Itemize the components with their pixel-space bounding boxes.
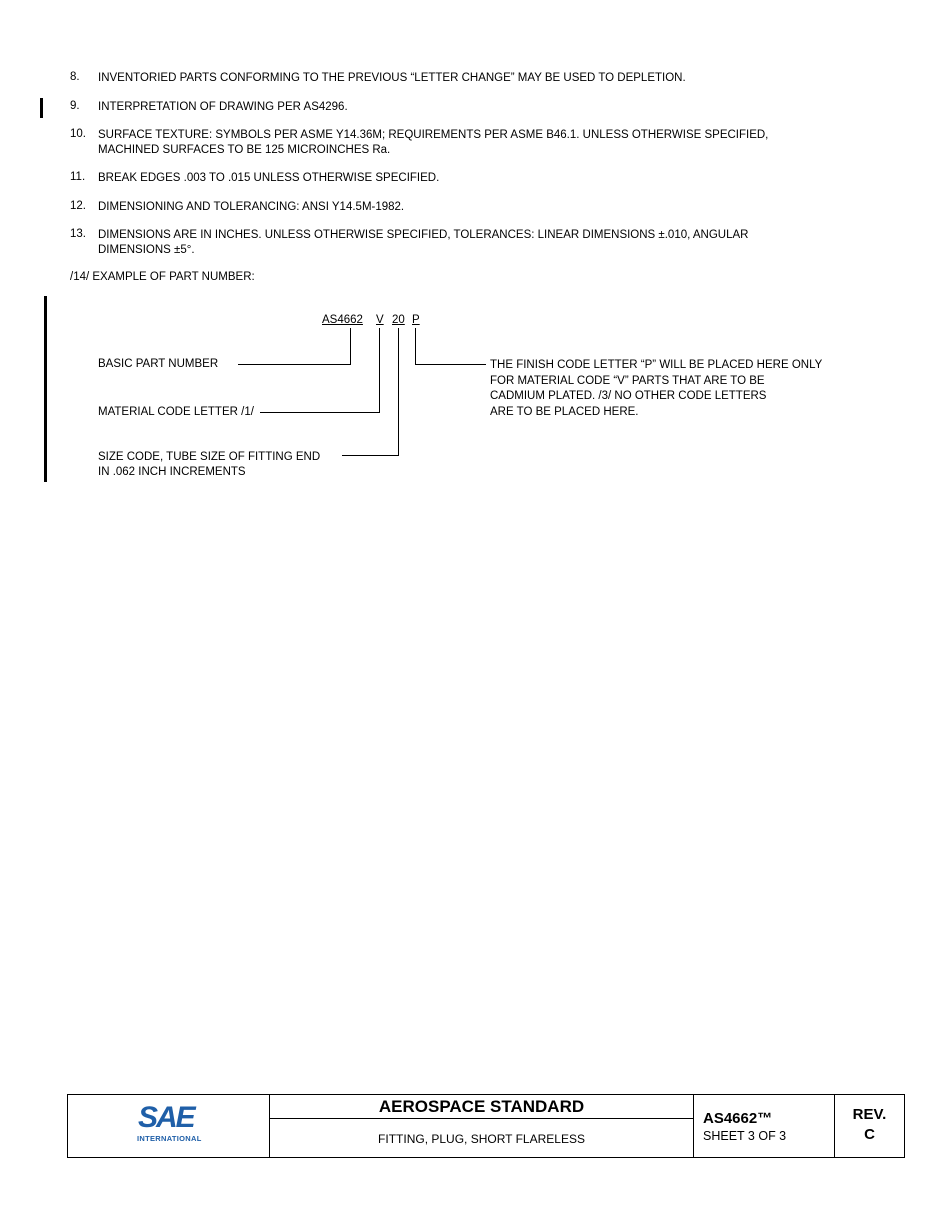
label-finish-code: THE FINISH CODE LETTER “P” WILL BE PLACED HERE ONLY FOR MATERIAL CODE “V” PARTS THAT ARE TO BE CADMIUM PLATED. /3/ NO OTHER CODE LETTERS ARE TO BE PLACED HERE. xyxy=(490,359,823,418)
title-block-rev-cell xyxy=(835,1095,904,1157)
note-number: 11. xyxy=(70,171,86,183)
leader-material xyxy=(260,328,380,413)
label-material-code: MATERIAL CODE LETTER /1/ xyxy=(98,406,254,418)
part-number-finish: P xyxy=(412,314,420,326)
leader-basic xyxy=(238,328,351,365)
note-number: 12. xyxy=(70,200,86,212)
title-block xyxy=(67,1094,905,1158)
title-block-title-cell xyxy=(270,1095,694,1157)
note-number: 8. xyxy=(70,71,80,83)
note-text: DIMENSIONING AND TOLERANCING: ANSI Y14.5M-1982. xyxy=(98,201,405,213)
sheet-number: SHEET 3 OF 3 xyxy=(703,1129,787,1143)
part-number-material: V xyxy=(376,314,384,326)
note-text: SURFACE TEXTURE: SYMBOLS PER ASME Y14.36M; REQUIREMENTS PER ASME B46.1. UNLESS OTHERWISE SPECIFIED, MACHINED SURFACES TO BE 125 MICROINCHES Ra. xyxy=(98,129,769,156)
note-number: 13. xyxy=(70,228,86,240)
document-subtitle: FITTING, PLUG, SHORT FLARELESS xyxy=(378,1132,585,1146)
note-text: INVENTORIED PARTS CONFORMING TO THE PREVIOUS “LETTER CHANGE” MAY BE USED TO DEPLETION. xyxy=(98,72,686,84)
leader-finish xyxy=(416,328,487,365)
note-text: INTERPRETATION OF DRAWING PER AS4296. xyxy=(98,101,348,113)
note-text: BREAK EDGES .003 TO .015 UNLESS OTHERWISE SPECIFIED. xyxy=(98,172,440,184)
note-text: DIMENSIONS ARE IN INCHES. UNLESS OTHERWISE SPECIFIED, TOLERANCES: LINEAR DIMENSIONS ±.010, ANGULAR DIMENSIONS ±5°. xyxy=(98,229,749,256)
title-block-logo-cell xyxy=(68,1095,270,1157)
document-number: AS4662™ xyxy=(703,1110,773,1127)
revision-value: C xyxy=(864,1126,875,1143)
sae-logo-text: INTERNATIONAL xyxy=(137,1134,202,1143)
label-basic-part-number: BASIC PART NUMBER xyxy=(98,358,219,370)
part-number-base: AS4662 xyxy=(322,314,363,326)
example-heading: /14/ EXAMPLE OF PART NUMBER: xyxy=(70,271,255,283)
document-type-title: AEROSPACE STANDARD xyxy=(270,1095,693,1119)
part-number-size: 20 xyxy=(392,314,405,326)
revision-label: REV. xyxy=(852,1106,887,1123)
sae-logo: SAE xyxy=(138,1101,194,1134)
title-block-doc-cell xyxy=(694,1095,835,1157)
note-number: 9. xyxy=(70,100,80,112)
label-size-code: SIZE CODE, TUBE SIZE OF FITTING END IN .062 INCH INCREMENTS xyxy=(98,451,321,478)
note-number: 10. xyxy=(70,128,86,140)
